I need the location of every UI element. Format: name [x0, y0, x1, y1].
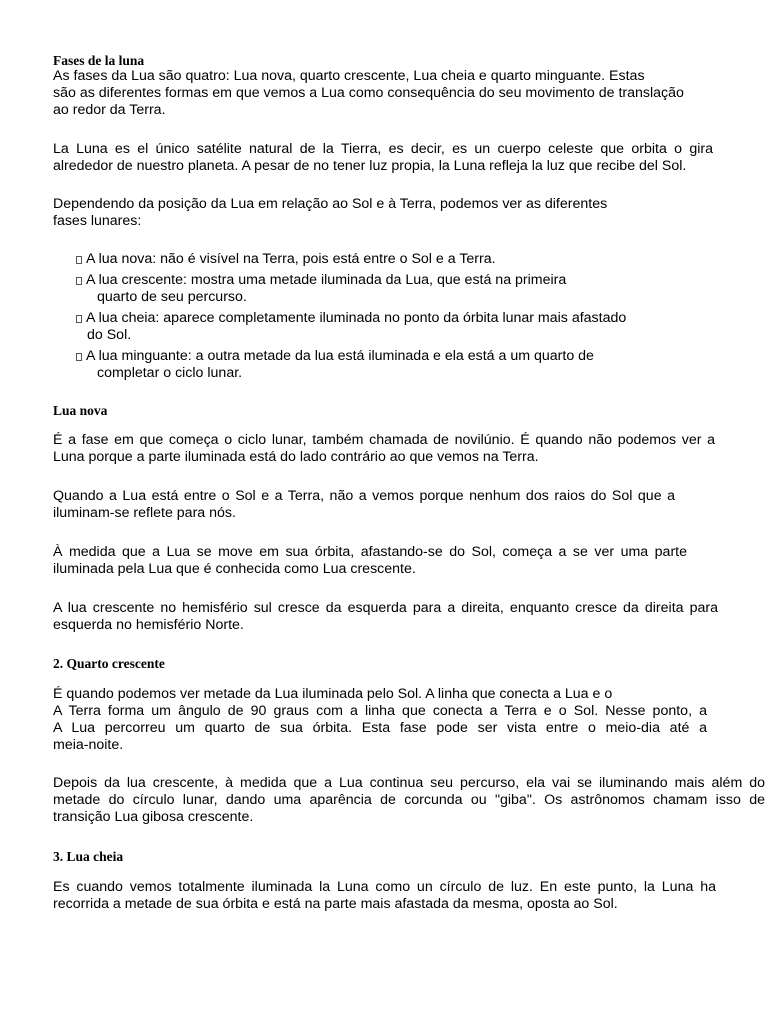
section-heading-lua-nova: Lua nova: [53, 403, 108, 418]
bullet-box-icon: [76, 315, 82, 323]
section-heading-lua-cheia: 3. Lua cheia: [53, 849, 124, 864]
text-line: À medida que a Lua se move em sua órbita, afastando-se do Sol, começa a se ver uma parte: [53, 544, 687, 560]
text-line: Depois da lua crescente, à medida que a Lua continua seu percurso, ela vai se iluminando mais além do: [53, 775, 765, 791]
text-line: A Terra forma um ângulo de 90 graus com a linha que conecta a Terra e o Sol. Nesse ponto, a: [53, 703, 707, 719]
list-item-text: do Sol.: [87, 327, 132, 343]
text-line: fases lunares:: [53, 213, 142, 229]
text-line: Luna porque a parte iluminada está do lado contrário ao que vemos na Terra.: [53, 449, 539, 465]
intro-paragraph: [53, 68, 718, 119]
text-line: É quando podemos ver metade da Lua iluminada pelo Sol. A linha que conecta a Lua e o: [53, 686, 613, 702]
text-line: Dependendo da posição da Lua em relação ao Sol e à Terra, podemos ver as diferentes: [53, 196, 608, 212]
text-line: ao redor da Terra.: [53, 102, 166, 118]
text-line: iluminam-se reflete para nós.: [53, 505, 236, 521]
text-line: A Lua percorreu um quarto de sua órbita. Esta fase pode ser vista entre o meio-dia até a: [53, 720, 707, 736]
list-item-text: A lua crescente: mostra uma metade iluminada da Lua, que está na primeira: [86, 272, 567, 288]
text-line: A lua crescente no hemisfério sul cresce da esquerda para a direita, enquanto cresce da direita para: [53, 600, 718, 616]
list-item-lua-cheia: [76, 310, 626, 344]
text-line: É a fase em que começa o ciclo lunar, também chamada de novilúnio. É quando não podemos ver a: [53, 432, 715, 448]
list-item-lua-nova: [76, 251, 496, 268]
text-line: La Luna es el único satélite natural de la Tierra, es decir, es un cuerpo celeste que orbita o gira: [53, 141, 713, 157]
text-line: são as diferentes formas em que vemos a Lua como consequência do seu movimento de translação: [53, 85, 684, 101]
text-line: As fases da Lua são quatro: Lua nova, quarto crescente, Lua cheia e quarto minguante. Estas: [53, 68, 645, 84]
list-item-text: A lua nova: não é visível na Terra, pois está entre o Sol e a Terra.: [86, 251, 496, 267]
list-item-text: completar o ciclo lunar.: [97, 365, 243, 381]
lua-nova-paragraph-4: [53, 600, 718, 634]
lua-cheia-paragraph-1: [53, 879, 716, 913]
text-line: recorrida a metade de sua órbita e está na parte mais afastada da mesma, oposta ao Sol.: [53, 896, 618, 912]
quarto-crescente-paragraph-1: [53, 686, 707, 754]
bullet-box-icon: [76, 353, 82, 361]
bullet-box-icon: [76, 277, 82, 285]
section-heading-quarto-crescente: 2. Quarto crescente: [53, 656, 165, 671]
lua-nova-paragraph-2: [53, 488, 675, 522]
list-item-lua-crescente: [76, 272, 566, 306]
bullet-box-icon: [76, 256, 82, 264]
text-line: transição Lua gibosa crescente.: [53, 809, 254, 825]
text-line: iluminada pela Lua que é conhecida como Lua crescente.: [53, 561, 416, 577]
list-item-text: quarto de seu percurso.: [97, 289, 247, 305]
list-item-text: A lua minguante: a outra metade da lua está iluminada e ela está a um quarto de: [86, 348, 594, 364]
satellite-paragraph: [53, 141, 713, 175]
list-item-text: A lua cheia: aparece completamente iluminada no ponto da órbita lunar mais afastado: [86, 310, 627, 326]
document-title: Fases de la luna: [53, 53, 145, 68]
text-line: Es cuando vemos totalmente iluminada la Luna como un círculo de luz. En este punto, la Luna ha: [53, 879, 716, 895]
text-line: Quando a Lua está entre o Sol e a Terra, não a vemos porque nenhum dos raios do Sol que a: [53, 488, 675, 504]
lua-nova-paragraph-1: [53, 432, 715, 466]
quarto-crescente-paragraph-2: [53, 775, 765, 826]
list-item-lua-minguante: [76, 348, 594, 382]
text-line: metade do círculo lunar, dando uma aparência de corcunda ou "giba". Os astrônomos chamam isso de: [53, 792, 765, 808]
text-line: meia-noite.: [53, 737, 124, 753]
lua-nova-paragraph-3: [53, 544, 687, 578]
text-line: esquerda no hemisfério Norte.: [53, 617, 244, 633]
position-paragraph: [53, 196, 673, 230]
text-line: alrededor de nuestro planeta. A pesar de no tener luz propia, la Luna refleja la luz que recibe del Sol.: [53, 158, 687, 174]
